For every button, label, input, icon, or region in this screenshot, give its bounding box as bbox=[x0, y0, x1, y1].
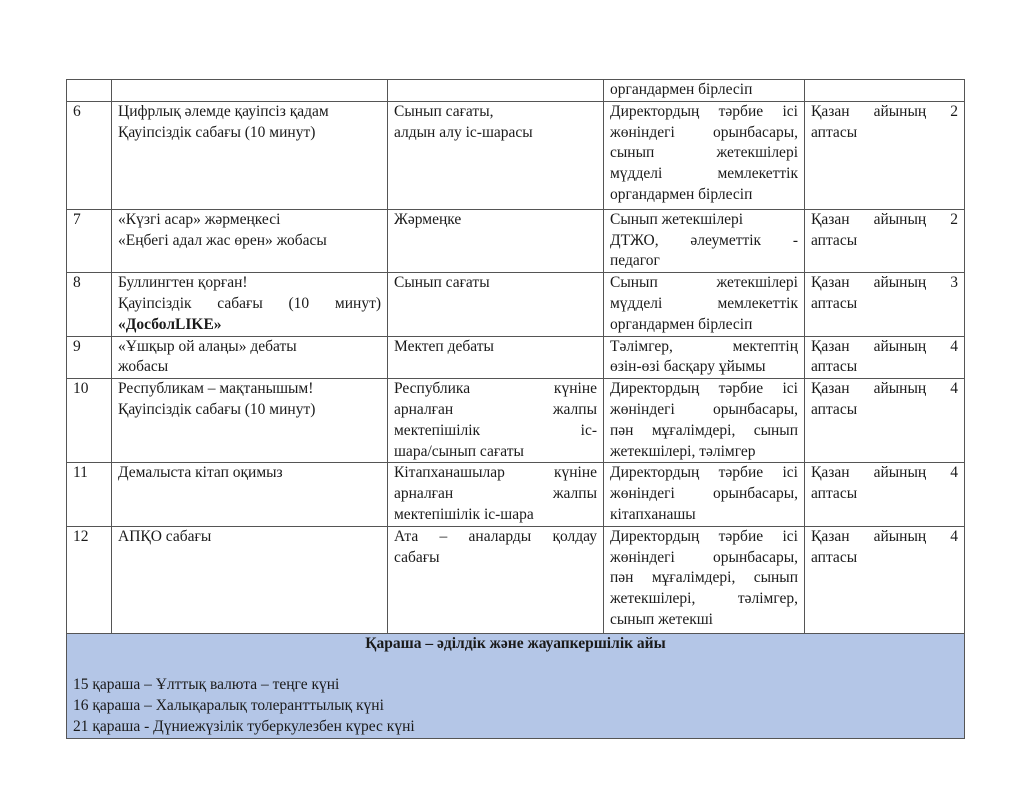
cell-date bbox=[805, 209, 965, 272]
cell-responsible bbox=[604, 80, 805, 102]
cell-date bbox=[805, 463, 965, 526]
observance-day-item: 21 қараша - Дүниежүзілік туберкулезбен күрес күні bbox=[73, 717, 415, 735]
cell-responsible bbox=[604, 209, 805, 272]
cell-line: Қауіпсіздік сабағы (10 минут) bbox=[118, 294, 381, 312]
cell-line: Қазан айының 4 bbox=[811, 337, 958, 355]
cell-number: 11 bbox=[67, 463, 112, 526]
observance-day-item: 15 қараша – Ұлттық валюта – теңге күні bbox=[73, 676, 340, 694]
cell-line: мектепішілік іс- bbox=[394, 421, 597, 439]
cell-line: сабағы bbox=[394, 548, 440, 566]
cell-event bbox=[112, 101, 388, 209]
cell-line: Қазан айының 2 bbox=[811, 210, 958, 228]
cell-number bbox=[67, 80, 112, 102]
cell-line: кітапханашы bbox=[610, 505, 696, 523]
cell-line: арналған жалпы bbox=[394, 485, 597, 503]
cell-line: «Еңбегі адал жас өрен» жобасы bbox=[118, 231, 327, 249]
cell-line: ДТЖО, әлеуметтік - bbox=[610, 231, 798, 249]
cell-line: мүдделі мемлекеттік bbox=[610, 294, 798, 312]
cell-line: Республикам – мақтанышым! bbox=[118, 380, 314, 398]
cell-line: Директордың тәрбие ісі bbox=[610, 380, 798, 398]
cell-line: органдармен бірлесіп bbox=[610, 315, 753, 333]
cell-date bbox=[805, 336, 965, 379]
table-row bbox=[67, 526, 965, 633]
cell-number: 7 bbox=[67, 209, 112, 272]
cell-event bbox=[112, 463, 388, 526]
cell-line: Қазан айының 4 bbox=[811, 527, 958, 545]
cell-line: Ата – аналарды қолдау bbox=[394, 527, 597, 545]
cell-line: Қазан айының 3 bbox=[811, 274, 958, 292]
cell-line: аптасы bbox=[811, 123, 858, 141]
cell-line: Қазан айының 4 bbox=[811, 464, 958, 482]
cell-line: Қазан айының 2 bbox=[811, 102, 958, 120]
cell-event bbox=[112, 80, 388, 102]
cell-form bbox=[388, 80, 604, 102]
cell-line: аптасы bbox=[811, 231, 858, 249]
cell-line: Сынып сағаты bbox=[394, 274, 490, 292]
cell-line: АПҚО сабағы bbox=[118, 527, 212, 545]
cell-line: Директордың тәрбие ісі bbox=[610, 527, 798, 545]
cell-date bbox=[805, 379, 965, 463]
cell-line: Қауіпсіздік сабағы (10 минут) bbox=[118, 400, 316, 418]
table-row bbox=[67, 379, 965, 463]
table-row bbox=[67, 209, 965, 272]
cell-line: аптасы bbox=[811, 294, 858, 312]
cell-number: 10 bbox=[67, 379, 112, 463]
cell-line: жетекшілері, тәлімгер, bbox=[610, 590, 798, 608]
cell-line: мүдделі мемлекеттік bbox=[610, 165, 798, 183]
cell-line: «ДосболLIKE» bbox=[118, 315, 222, 333]
cell-line: мектепішілік іс-шара bbox=[394, 505, 534, 523]
cell-form bbox=[388, 273, 604, 336]
cell-line: Кітапханашылар күніне bbox=[394, 464, 597, 482]
cell-line: Сынып жетекшілері bbox=[610, 274, 798, 292]
cell-number: 12 bbox=[67, 526, 112, 633]
table-row bbox=[67, 273, 965, 336]
cell-line: жөніндегі орынбасары, bbox=[610, 548, 798, 566]
cell-date bbox=[805, 273, 965, 336]
cell-line: аптасы bbox=[811, 548, 858, 566]
table-row-continuation bbox=[67, 80, 965, 102]
cell-form bbox=[388, 463, 604, 526]
cell-line: жөніндегі орынбасары, bbox=[610, 400, 798, 418]
cell-responsible bbox=[604, 101, 805, 209]
cell-number: 9 bbox=[67, 336, 112, 379]
cell-line: аптасы bbox=[811, 358, 858, 376]
cell-line: органдармен бірлесіп bbox=[610, 185, 753, 203]
cell-line: жөніндегі орынбасары, bbox=[610, 123, 798, 141]
cell-date bbox=[805, 101, 965, 209]
cell-line: жөніндегі орынбасары, bbox=[610, 485, 798, 503]
cell-line: Республика күніне bbox=[394, 380, 597, 398]
month-section-cell bbox=[67, 633, 965, 738]
cell-line: Тәлімгер, мектептің bbox=[610, 337, 798, 355]
table-row bbox=[67, 463, 965, 526]
observance-day-item: 16 қараша – Халықаралық толеранттылық күні bbox=[73, 697, 384, 715]
cell-event bbox=[112, 209, 388, 272]
cell-line: пән мұғалімдері, сынып bbox=[610, 569, 798, 587]
cell-line: пән мұғалімдері, сынып bbox=[610, 421, 798, 439]
cell-line: сынып жетекшілері bbox=[610, 144, 798, 162]
cell-line: алдын алу іс-шарасы bbox=[394, 123, 533, 141]
cell-event bbox=[112, 526, 388, 633]
cell-date bbox=[805, 80, 965, 102]
cell-number: 6 bbox=[67, 101, 112, 209]
cell-line: аптасы bbox=[811, 400, 858, 418]
cell-event bbox=[112, 273, 388, 336]
cell-line: сынып жетекші bbox=[610, 610, 713, 628]
event-plan-table bbox=[66, 79, 965, 739]
cell-line: «Күзгі асар» жәрмеңкесі bbox=[118, 210, 281, 228]
cell-event bbox=[112, 379, 388, 463]
cell-line: Мектеп дебаты bbox=[394, 337, 494, 355]
cell-event bbox=[112, 336, 388, 379]
cell-line: жетекшілері, тәлімгер bbox=[610, 442, 756, 460]
cell-line: арналған жалпы bbox=[394, 400, 597, 418]
month-section-row bbox=[67, 633, 965, 738]
cell-responsible bbox=[604, 379, 805, 463]
cell-form bbox=[388, 379, 604, 463]
cell-line: Демалыста кітап оқимыз bbox=[118, 464, 283, 482]
cell-line: аптасы bbox=[811, 485, 858, 503]
cell-form bbox=[388, 336, 604, 379]
table-row bbox=[67, 336, 965, 379]
cell-line: органдармен бірлесіп bbox=[610, 81, 753, 98]
cell-line: Сынып жетекшілері bbox=[610, 210, 744, 228]
cell-line: жобасы bbox=[118, 358, 169, 376]
cell-line: «Ұшқыр ой алаңы» дебаты bbox=[118, 337, 297, 355]
cell-line: Сынып сағаты, bbox=[394, 102, 494, 120]
cell-form bbox=[388, 209, 604, 272]
cell-date bbox=[805, 526, 965, 633]
cell-line: Директордың тәрбие ісі bbox=[610, 464, 798, 482]
cell-form bbox=[388, 526, 604, 633]
cell-line: өзін-өзі басқару ұйымы bbox=[610, 358, 766, 376]
cell-line: Цифрлық әлемде қауіпсіз қадам bbox=[118, 102, 329, 120]
cell-line: Буллингтен қорған! bbox=[118, 274, 248, 292]
cell-form bbox=[388, 101, 604, 209]
cell-responsible bbox=[604, 463, 805, 526]
cell-responsible bbox=[604, 336, 805, 379]
cell-responsible bbox=[604, 273, 805, 336]
cell-line: Қазан айының 4 bbox=[811, 380, 958, 398]
cell-line: шара/сынып сағаты bbox=[394, 442, 524, 460]
cell-line: Қауіпсіздік сабағы (10 минут) bbox=[118, 123, 316, 141]
cell-line: педагог bbox=[610, 252, 660, 270]
cell-line: Директордың тәрбие ісі bbox=[610, 102, 798, 120]
cell-responsible bbox=[604, 526, 805, 633]
cell-number: 8 bbox=[67, 273, 112, 336]
table-row bbox=[67, 101, 965, 209]
cell-line: Жәрмеңке bbox=[394, 210, 462, 228]
spacer bbox=[73, 655, 958, 676]
month-section-title: Қараша – әділдік және жауапкершілік айы bbox=[365, 634, 666, 652]
